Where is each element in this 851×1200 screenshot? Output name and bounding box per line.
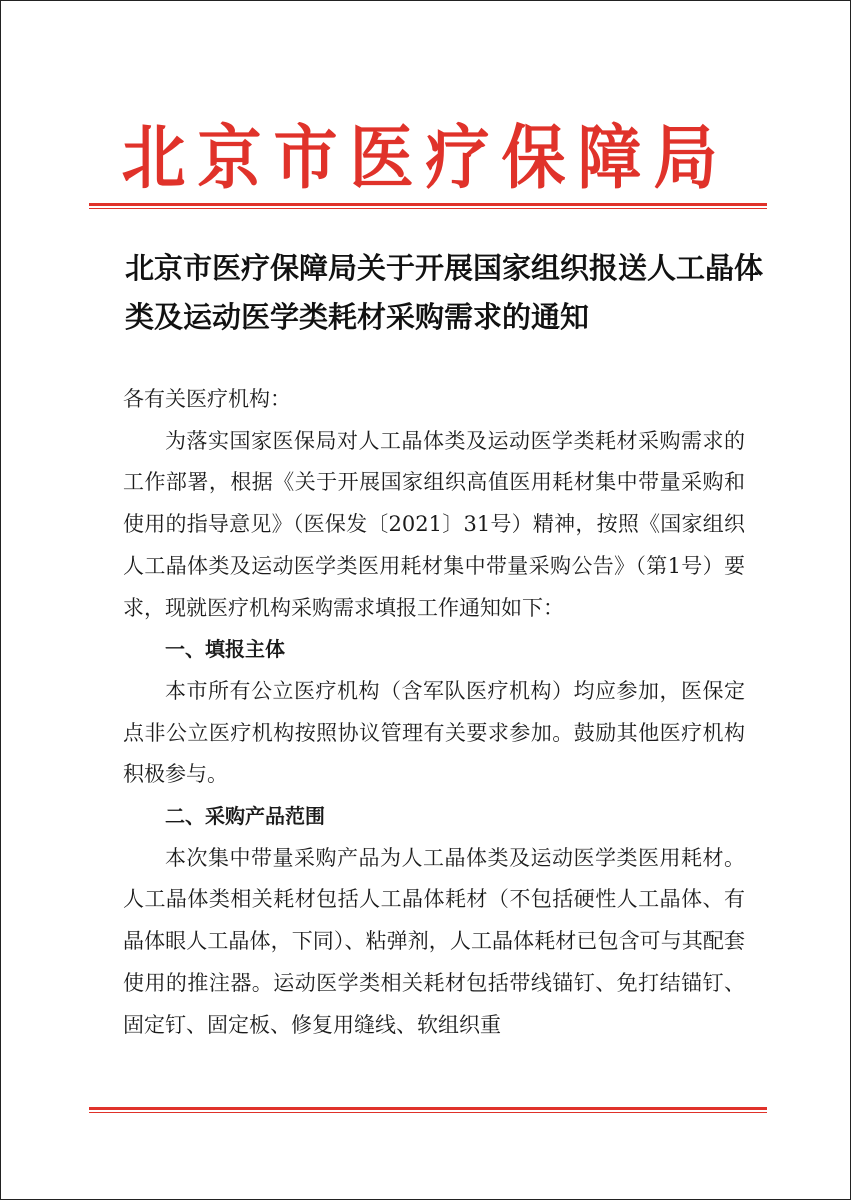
section-text-2: 本次集中带量采购产品为人工晶体类及运动医学类医用耗材。人工晶体类相关耗材包括人工晶体耗材（不包括硬性人工晶体、有晶体眼人工晶体，下同）、粘弹剂，人工晶体耗材已包含可与其配套使用的推注器。运动医学类相关耗材包括带线锚钉、免打结锚钉、固定钉、固定板、修复用缝线、软组织重	[123, 845, 745, 1037]
red-header-rule	[89, 203, 767, 209]
section-heading-2: 二、采购产品范围	[165, 804, 325, 829]
notice-title: 北京市医疗保障局关于开展国家组织报送人工晶体类及运动医学类耗材采购需求的通知	[125, 251, 764, 334]
notice-body	[123, 379, 745, 1046]
red-footer-rule	[89, 1107, 767, 1113]
section-text-1: 本市所有公立医疗机构（含军队医疗机构）均应参加，医保定点非公立医疗机构按照协议管理有关要求参加。鼓励其他医疗机构积极参与。	[123, 678, 745, 787]
intro-paragraph: 为落实国家医保局对人工晶体类及运动医学类耗材采购需求的工作部署，根据《关于开展国家组织高值医用耗材集中带量采购和使用的指导意见》（医保发〔2021〕31号）精神，按照《国家组织人工晶体类及运动医学类医用耗材集中带量采购公告》（第1号）要求，现就医疗机构采购需求填报工作通知如下：	[123, 428, 745, 620]
salutation: 各有关医疗机构：	[123, 387, 291, 411]
section-heading-1: 一、填报主体	[165, 637, 285, 662]
letterhead-title: 北京市医疗保障局	[121, 117, 730, 199]
